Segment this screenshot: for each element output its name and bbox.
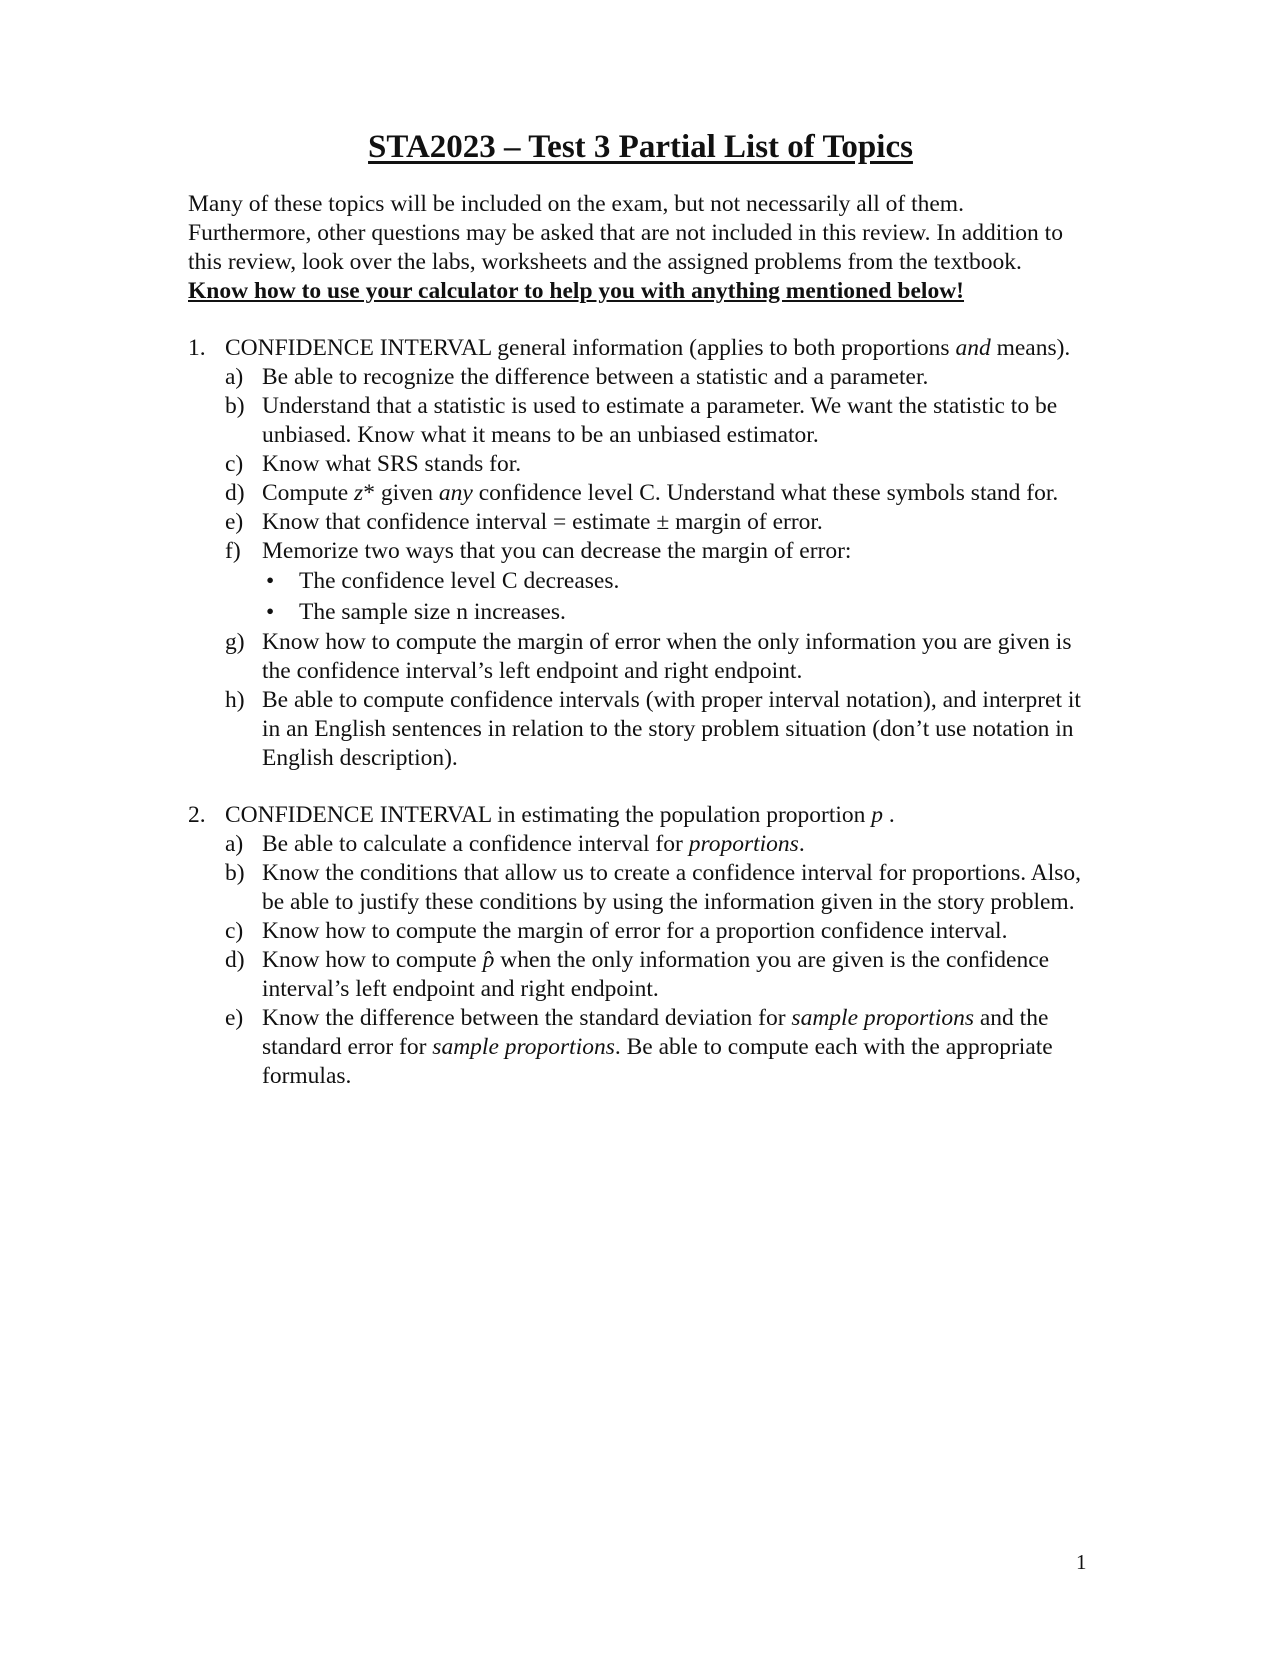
item-text	[262, 946, 1093, 1004]
item-text	[262, 479, 1093, 508]
list-item	[225, 859, 1093, 917]
bullet-item	[262, 597, 1093, 628]
page-title: STA2023 – Test 3 Partial List of Topics	[368, 129, 913, 165]
item-text: Know what SRS stands for.	[262, 450, 522, 477]
item-text: Know how to compute the margin of error when the only information you are given is the confidence interval’s left endpoint and right endpoint.	[262, 628, 1072, 684]
topic-heading-text	[225, 334, 1093, 363]
list-item	[225, 628, 1093, 686]
item-letter: a)	[225, 363, 244, 390]
item-text	[262, 1004, 1093, 1091]
text-part: Know how to compute	[262, 946, 483, 973]
heading-part: CONFIDENCE INTERVAL in estimating the population proportion	[225, 801, 872, 828]
list-item	[225, 363, 1093, 392]
item-text: Be able to recognize the difference between a statistic and a parameter.	[262, 363, 929, 390]
math-symbol-p: p	[871, 801, 884, 828]
list-item	[225, 479, 1093, 508]
item-letter: f)	[225, 537, 241, 564]
item-text: Understand that a statistic is used to estimate a parameter. We want the statistic to be unbiased. Know what it means to be an unbiased estimator.	[262, 392, 1058, 448]
list-item	[225, 830, 1093, 859]
text-emphasis: sample proportions	[432, 1033, 615, 1060]
text-emphasis: sample proportions	[791, 1004, 974, 1031]
item-letter: c)	[225, 450, 244, 477]
text-part: when the only information you are given is the confidence interval’s left endpoint and right endpoint.	[262, 946, 1050, 1002]
text-part: Know the difference between the standard deviation for	[262, 1004, 792, 1031]
list-item	[225, 686, 1093, 773]
text-part: * given	[363, 479, 439, 506]
list-item	[225, 508, 1093, 537]
item-text: Be able to compute confidence intervals (with proper interval notation), and interpret it in an English sentences in relation to the story problem situation (don’t use notation in English description).	[262, 686, 1081, 771]
page-number: 1	[1076, 1550, 1087, 1574]
item-text: Know that confidence interval = estimate ± margin of error.	[262, 508, 823, 535]
item-letter: h)	[225, 686, 245, 713]
list-item	[225, 1004, 1093, 1091]
topic-heading	[188, 801, 1093, 830]
item-letter: e)	[225, 508, 244, 535]
text-part: Compute	[262, 479, 355, 506]
heading-part: means).	[990, 334, 1071, 361]
topic-heading-text	[225, 801, 1093, 830]
text-part: . Be able to compute each with the appropriate formulas.	[262, 1033, 1053, 1089]
bullet-item	[262, 566, 1093, 597]
topic-2	[188, 801, 1093, 1091]
text-part: confidence level C. Understand what these symbols stand for.	[472, 479, 1059, 506]
math-symbol-p-hat: p̂	[482, 946, 495, 973]
calculator-notice: Know how to use your calculator to help you with anything mentioned below!	[188, 277, 965, 304]
document-page	[188, 128, 1093, 1119]
bullet-icon: •	[266, 598, 275, 625]
heading-emphasis: and	[955, 334, 991, 361]
text-emphasis: proportions	[688, 830, 799, 857]
item-letter: g)	[225, 628, 245, 655]
text-part: .	[798, 830, 805, 857]
list-item	[225, 946, 1093, 1004]
list-item	[225, 450, 1093, 479]
intro-paragraph: Many of these topics will be included on the exam, but not necessarily all of them. Furthermore, other questions may be asked that are not included in this review. In addition to this review, look over the labs, worksheets and the assigned problems from the textbook.	[188, 190, 1063, 275]
bullet-icon: •	[266, 567, 275, 594]
heading-part: .	[883, 801, 895, 828]
item-text	[262, 830, 1093, 859]
topic-1	[188, 334, 1093, 773]
item-letter: b)	[225, 859, 245, 886]
item-letter: d)	[225, 479, 245, 506]
item-letter: e)	[225, 1004, 244, 1031]
list-item	[225, 917, 1093, 946]
list-item	[225, 392, 1093, 450]
item-text: Memorize two ways that you can decrease the margin of error:	[262, 537, 852, 564]
text-emphasis: any	[438, 479, 473, 506]
item-letter: d)	[225, 946, 245, 973]
topic-number: 2.	[188, 801, 206, 828]
bullet-text: The confidence level C decreases.	[299, 567, 620, 594]
math-symbol-z: z	[354, 479, 364, 506]
item-text: Know the conditions that allow us to create a confidence interval for proportions. Also, be able to justify these conditions by using the information given in the story problem.	[262, 859, 1082, 915]
bullet-text: The sample size n increases.	[299, 598, 566, 625]
item-letter: c)	[225, 917, 244, 944]
item-letter: b)	[225, 392, 245, 419]
item-letter: a)	[225, 830, 244, 857]
text-part: and the standard error for	[262, 1004, 1049, 1060]
text-part: Be able to calculate a confidence interval for	[262, 830, 689, 857]
heading-part: CONFIDENCE INTERVAL general information (applies to both proportions	[225, 334, 956, 361]
topic-number: 1.	[188, 334, 206, 361]
list-item	[225, 537, 1093, 566]
topic-heading	[188, 334, 1093, 363]
item-text: Know how to compute the margin of error for a proportion confidence interval.	[262, 917, 1008, 944]
